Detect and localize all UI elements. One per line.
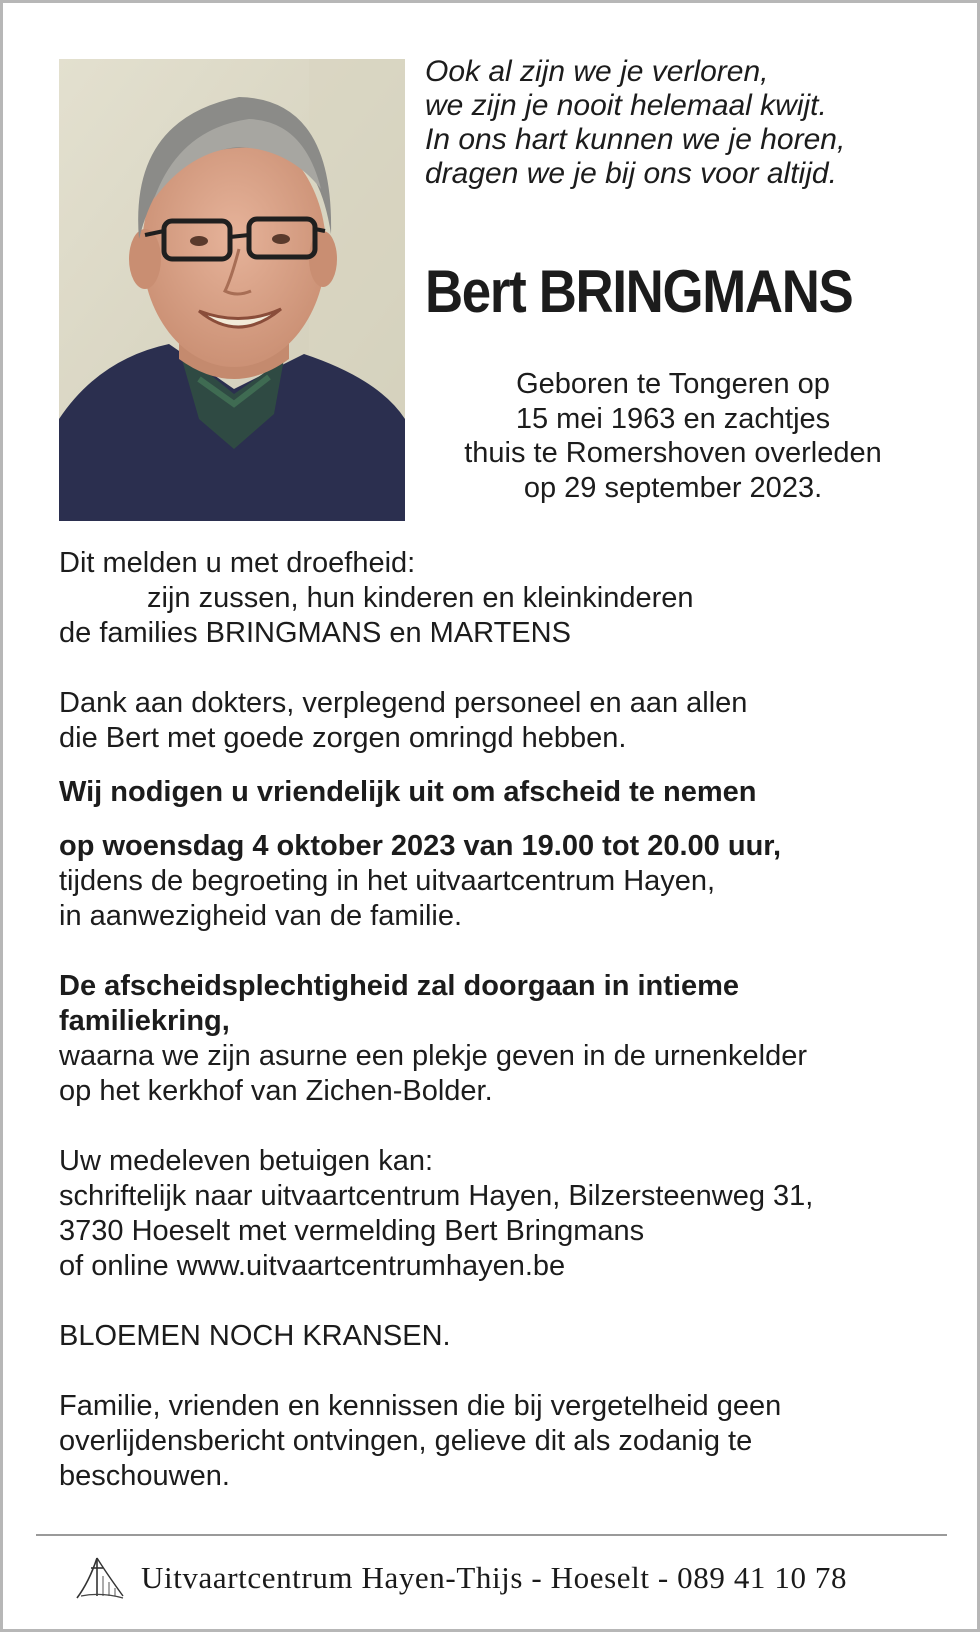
notice-line: beschouwen. <box>59 1460 230 1492</box>
funeral-home-logo-icon <box>73 1552 127 1604</box>
ceremony-detail: waarna we zijn asurne een plekje geven in de urnenkelder <box>59 1040 808 1072</box>
poem-line: Ook al zijn we je verloren, <box>425 55 769 88</box>
footer-divider <box>36 1534 947 1536</box>
poem-line: In ons hart kunnen we je horen, <box>425 123 846 156</box>
poem-line: we zijn je nooit helemaal kwijt. <box>425 89 827 122</box>
birth-death-line: op 29 september 2023. <box>523 471 823 504</box>
notice-line: overlijdensbericht ontvingen, gelieve dit als zodanig te <box>59 1425 753 1457</box>
birth-death-line: Geboren te Tongeren op <box>516 368 830 400</box>
announcement-intro: Dit melden u met droefheid: <box>59 547 416 579</box>
ceremony-heading: De afscheidsplechtigheid zal doorgaan in intieme <box>59 970 740 1002</box>
invitation-detail: tijdens de begroeting in het uitvaartcentrum Hayen, <box>59 865 716 897</box>
footer <box>67 1552 947 1612</box>
obituary-body <box>59 546 939 1494</box>
announcement-family: zijn zussen, hun kinderen en kleinkinderen <box>147 582 694 614</box>
condolences-intro: Uw medeleven betuigen kan: <box>59 1145 434 1177</box>
deceased-name: Bert BRINGMANS <box>425 258 853 325</box>
poem-line: dragen we je bij ons voor altijd. <box>425 157 837 190</box>
flowers-notice: BLOEMEN NOCH KRANSEN. <box>59 1320 451 1352</box>
announcement-family: de families BRINGMANS en MARTENS <box>59 617 571 649</box>
birth-death-line: 15 mei 1963 en zachtjes <box>515 402 831 435</box>
birth-death-info <box>433 367 913 505</box>
footer-contact: Uitvaartcentrum Hayen-Thijs - Hoeselt - 089 41 10 78 <box>141 1560 848 1595</box>
portrait-photo <box>59 59 405 521</box>
invitation-date: op woensdag 4 oktober 2023 van 19.00 tot 20.00 uur, <box>59 830 782 862</box>
condolences-address: schriftelijk naar uitvaartcentrum Hayen, Bilzersteenweg 31, <box>59 1180 814 1212</box>
invitation-heading: Wij nodigen u vriendelijk uit om afscheid te nemen <box>59 776 757 808</box>
ceremony-detail: op het kerkhof van Zichen-Bolder. <box>59 1075 493 1107</box>
poem <box>425 55 945 191</box>
birth-death-line: thuis te Romershoven overleden <box>464 437 882 469</box>
thanks-line: die Bert met goede zorgen omringd hebben. <box>59 722 627 754</box>
invitation-detail: in aanwezigheid van de familie. <box>59 900 463 932</box>
condolences-address: 3730 Hoeselt met vermelding Bert Bringmans <box>59 1215 645 1247</box>
thanks-line: Dank aan dokters, verplegend personeel en aan allen <box>59 687 748 719</box>
ceremony-heading: familiekring, <box>59 1005 230 1037</box>
condolences-online: of online www.uitvaartcentrumhayen.be <box>59 1250 566 1282</box>
notice-line: Familie, vrienden en kennissen die bij vergetelheid geen <box>59 1390 782 1422</box>
